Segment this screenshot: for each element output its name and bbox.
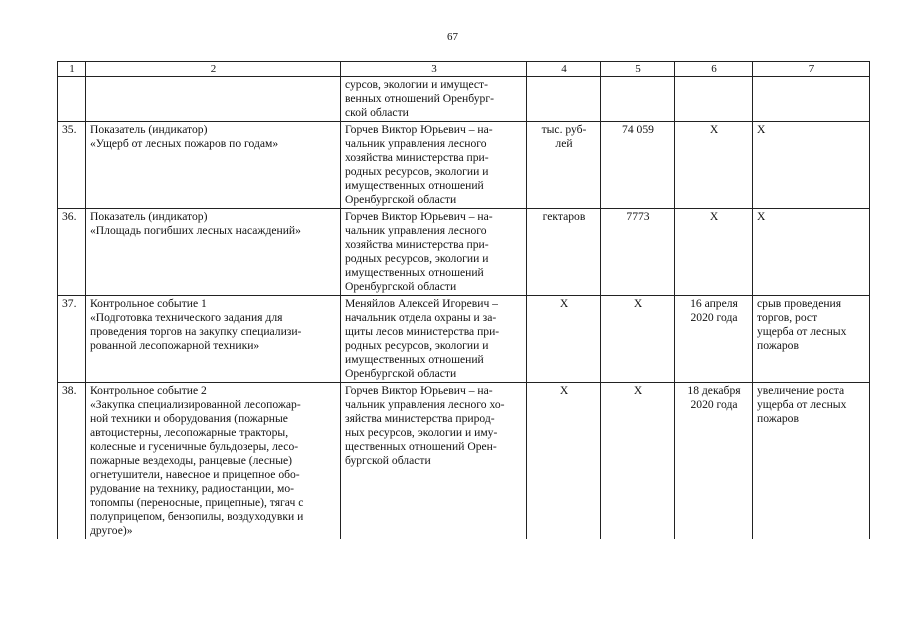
cell-text-line: увеличение роста (757, 384, 845, 397)
cell-text-line: ной техники и оборудования (пожарные (90, 412, 288, 425)
cell-text-line: срыв проведения (757, 297, 842, 310)
cell-text-line: колесные и гусеничные бульдозеры, лесо- (90, 440, 299, 453)
value-cell (601, 209, 675, 296)
cell-text-line: родных ресурсов, экологии и (345, 339, 489, 352)
cell-text-line: хозяйства министерства при- (345, 151, 489, 164)
cell-text-line: Х (757, 123, 766, 136)
cell-text-line: пожарные вездеходы, ранцевые (лесные) (90, 454, 292, 467)
cell-text-line: другое)» (90, 524, 133, 537)
cell-text-line: Х (559, 297, 569, 310)
cell-text-line: Показатель (индикатор) (90, 123, 208, 136)
cell-text-line: топомпы (переносные, прицепные), тягач с (90, 496, 304, 509)
cell-text-line: Меняйлов Алексей Игоревич – (345, 297, 498, 310)
cell-text-line: зяйства министерства природ- (345, 412, 495, 425)
page-number: 67 (447, 31, 458, 43)
cell-text-line: Показатель (индикатор) (90, 210, 208, 223)
risk-cell (753, 77, 870, 122)
continuation-row (58, 77, 870, 122)
cell-text-line: чальник управления лесного (345, 224, 487, 237)
cell-text-line: чальник управления лесного хо- (345, 398, 505, 411)
value-cell (601, 296, 675, 383)
responsible-person-cell (341, 296, 527, 383)
cell-text-line: ущерба от лесных (757, 398, 847, 411)
deadline-cell (675, 122, 753, 209)
header-cell: 4 (527, 62, 601, 77)
cell-text-line: «Закупка специализированной лесопожар- (90, 398, 301, 411)
cell-text-line: проведения торгов на закупку специализи- (90, 325, 302, 338)
table-row (58, 122, 870, 209)
deadline-cell (675, 209, 753, 296)
cell-text-line: гектаров (542, 210, 586, 223)
cell-text-line: Х (709, 123, 719, 136)
cell-text-line: 18 декабря (687, 384, 741, 397)
cell-text-line: Х (709, 210, 719, 223)
cell-text-line: пожаров (757, 412, 799, 425)
cell-text-line: Оренбургской области (345, 367, 457, 380)
cell-text-line: Оренбургской области (345, 280, 457, 293)
cell-text-line: ных ресурсов, экологии и иму- (345, 426, 498, 439)
event-name-cell (86, 383, 341, 540)
cell-text-line: щиты лесов министерства при- (345, 325, 500, 338)
header-row (58, 62, 870, 77)
cell-text-line: родных ресурсов, экологии и (345, 252, 489, 265)
cell-text-line: автоцистерны, лесопожарные тракторы, (90, 426, 289, 439)
cell-text-line: рудование на технику, радиостанции, мо- (90, 482, 294, 495)
cell-text-line: «Ущерб от лесных пожаров по годам» (90, 137, 279, 150)
cell-text-line: ущерба от лесных (757, 325, 847, 338)
cell-text-line: Х (633, 384, 643, 397)
cell-text-line: Оренбургской области (345, 193, 457, 206)
cell-text-line: лей (555, 137, 573, 150)
cell-text-line: хозяйства министерства при- (345, 238, 489, 251)
cell-text-line: 2020 года (690, 398, 738, 411)
cell-text-line: 74 059 (622, 123, 654, 136)
header-cell: 2 (86, 62, 341, 77)
cell-text-line: имущественных отношений (345, 179, 484, 192)
deadline-cell (675, 77, 753, 122)
cell-text-line: Контрольное событие 2 (90, 384, 207, 397)
cell-text-line: «Подготовка технического задания для (90, 311, 283, 324)
unit-cell (527, 122, 601, 209)
row-number-cell: 37. (58, 296, 86, 383)
value-cell (601, 122, 675, 209)
risk-cell (753, 296, 870, 383)
risk-cell (753, 122, 870, 209)
cell-text-line: щественных отношений Орен- (345, 440, 497, 453)
cell-text-line: рованной лесопожарной техники» (90, 339, 260, 352)
responsible-person-cell (341, 77, 527, 122)
cell-text-line: Горчев Виктор Юрьевич – на- (345, 210, 493, 223)
cell-text-line: чальник управления лесного (345, 137, 487, 150)
unit-cell (527, 383, 601, 540)
cell-text-line: венных отношений Оренбург- (345, 92, 494, 105)
header-cell: 3 (341, 62, 527, 77)
unit-cell (527, 209, 601, 296)
deadline-cell (675, 383, 753, 540)
cell-text-line: имущественных отношений (345, 353, 484, 366)
risk-cell (753, 209, 870, 296)
header-cell: 1 (58, 62, 86, 77)
cell-text-line: начальник отдела охраны и за- (345, 311, 497, 324)
responsible-person-cell (341, 383, 527, 540)
cell-text-line: сурсов, экологии и имущест- (345, 78, 488, 91)
unit-cell (527, 296, 601, 383)
cell-text-line: «Площадь погибших лесных насаждений» (90, 224, 301, 237)
cell-text-line: торгов, рост (757, 311, 818, 324)
cell-text-line: 7773 (626, 210, 650, 223)
cell-text-line: имущественных отношений (345, 266, 484, 279)
cell-text-line: Горчев Виктор Юрьевич – на- (345, 384, 493, 397)
cell-text-line: бургской области (345, 454, 431, 467)
header-cell: 5 (601, 62, 675, 77)
table-row (58, 209, 870, 296)
cell-text-line: Контрольное событие 1 (90, 297, 207, 310)
row-number-cell: 36. (58, 209, 86, 296)
value-cell (601, 77, 675, 122)
cell-text-line: Горчев Виктор Юрьевич – на- (345, 123, 493, 136)
cell-text-line: тыс. руб- (541, 123, 587, 136)
cell-text-line: ской области (345, 106, 409, 119)
cell-text-line: огнетушители, навесное и прицепное обо- (90, 468, 300, 481)
responsible-person-cell (341, 122, 527, 209)
row-number-cell: 38. (58, 383, 86, 540)
row-number-cell: 35. (58, 122, 86, 209)
cell-text-line: 16 апреля (690, 297, 738, 310)
value-cell (601, 383, 675, 540)
table-row (58, 296, 870, 383)
event-name-cell (86, 296, 341, 383)
header-cell: 6 (675, 62, 753, 77)
cell-text-line: пожаров (757, 339, 799, 352)
cell-text-line: Х (757, 210, 766, 223)
control-events-table (57, 61, 870, 539)
cell-text-line: Х (559, 384, 569, 397)
table-row (58, 383, 870, 540)
deadline-cell (675, 296, 753, 383)
cell-text-line: 2020 года (690, 311, 738, 324)
row-number-cell (58, 77, 86, 122)
cell-text-line: полуприцепом, бензопилы, воздуходувки и (90, 510, 304, 523)
risk-cell (753, 383, 870, 540)
cell-text-line: Х (633, 297, 643, 310)
responsible-person-cell (341, 209, 527, 296)
event-name-cell (86, 122, 341, 209)
cell-text-line: родных ресурсов, экологии и (345, 165, 489, 178)
header-cell: 7 (753, 62, 870, 77)
event-name-cell (86, 77, 341, 122)
event-name-cell (86, 209, 341, 296)
unit-cell (527, 77, 601, 122)
